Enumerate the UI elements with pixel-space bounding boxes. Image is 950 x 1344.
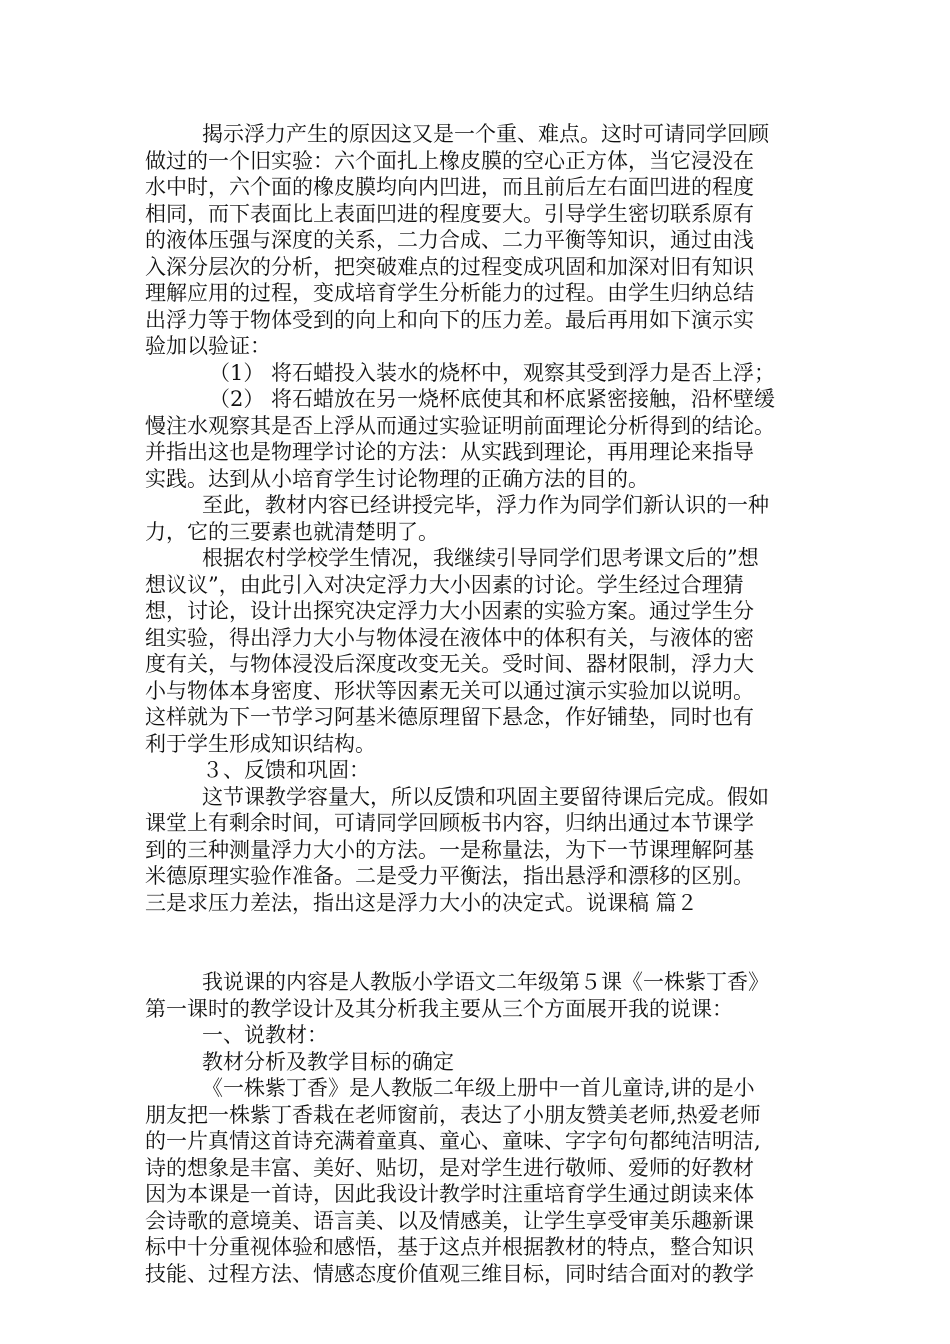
section2-line: 我说课的内容是人教版小学语文二年级第５课《一株紫丁香》 (202, 970, 769, 994)
section1-line: 度有关，与物体浸没后深度改变无关。受时间、器材限制，浮力大 (145, 652, 754, 676)
section1-line: 揭示浮力产生的原因这又是一个重、难点。这时可请同学回顾 (202, 122, 769, 146)
section1-line: 水中时，六个面的橡皮膜均向内凹进，而且前后左右面凹进的程度 (145, 175, 754, 199)
section1-line: 出浮力等于物体受到的向上和向下的压力差。最后再用如下演示实 (145, 307, 754, 332)
section1-line: 实践。达到从小培育学生讨论物理的正确方法的目的。 (145, 466, 649, 491)
section2-line: 的一片真情这首诗充满着童真、童心、童味、字字句句都纯洁明洁, (145, 1129, 761, 1153)
section1-line: （1） 将石蜡投入装水的烧杯中，观察其受到浮力是否上浮； (209, 360, 776, 385)
section1-line: 小与物体本身密度、形状等因素无关可以通过演示实验加以说明。 (145, 678, 754, 703)
section1-line: 利于学生形成知识结构。 (145, 731, 376, 756)
section2-line: 教材分析及教学目标的确定 (202, 1049, 454, 1074)
section2-line: 朋友把一株紫丁香栽在老师窗前，表达了小朋友赞美老师,热爱老师 (145, 1102, 761, 1127)
section2-line: 诗的想象是丰富、美好、贴切，是对学生进行敬师、爱师的好教材 (145, 1155, 754, 1180)
section1-line: 至此，教材内容已经讲授完毕，浮力作为同学们新认识的一种 (202, 493, 769, 517)
section2-line: 一、说教材： (202, 1023, 328, 1047)
section1-line: 验加以验证： (145, 334, 271, 358)
section-buoyancy-lesson (145, 121, 810, 916)
section1-line: 想，讨论，设计出探究决定浮力大小因素的实验方案。通过学生分 (145, 599, 754, 623)
section1-line: 这样就为下一节学习阿基米德原理留下悬念，作好铺垫，同时也有 (145, 705, 754, 729)
section1-line: 想议议”，由此引入对决定浮力大小因素的讨论。学生经过合理猜 (145, 572, 744, 597)
section2-line: 因为本课是一首诗，因此我设计教学时注重培育学生通过朗读来体 (145, 1182, 754, 1206)
section1-line: 入深分层次的分析，把突破难点的过程变成巩固和加深对旧有知识 (145, 254, 754, 279)
section1-line: 的液体压强与深度的关系，二力合成、二力平衡等知识，通过由浅 (145, 228, 754, 252)
document-body (145, 121, 810, 1287)
section1-line: 组实验，得出浮力大小与物体浸在液体中的体积有关，与液体的密 (145, 625, 754, 650)
section2-line: 标中十分重视体验和感悟，基于这点并根据教材的特点，整合知识 (145, 1235, 754, 1259)
section1-line: 米德原理实验作准备。二是受力平衡法，指出悬浮和漂移的区别。 (145, 864, 754, 888)
section1-line: 做过的一个旧实验：六个面扎上橡皮膜的空心正方体，当它浸没在 (145, 148, 754, 173)
section1-line: 理解应用的过程，变成培育学生分析能力的过程。由学生归纳总结 (145, 281, 754, 305)
section1-line: 根据农村学校学生情况，我继续引导同学们思考课文后的”想 (202, 546, 759, 570)
section1-line: ３、反馈和巩固： (202, 758, 370, 782)
section2-line: 第一课时的教学设计及其分析我主要从三个方面展开我的说课： (145, 996, 733, 1021)
section-lilac-lesson (145, 969, 810, 1287)
section2-line: 技能、过程方法、情感态度价值观三维目标，同时结合面对的教学 (145, 1261, 754, 1286)
section2-line: 《一株紫丁香》是人教版二年级上册中一首儿童诗,讲的是小 (202, 1076, 755, 1100)
section1-line: 力，它的三要素也就清楚明了。 (145, 519, 439, 544)
section1-line: 慢注水观察其是否上浮从而通过实验证明前面理论分析得到的结论。 (145, 413, 775, 438)
section1-line: 三是求压力差法，指出这是浮力大小的决定式。说课稿 篇２ (145, 890, 698, 915)
section1-line: 并指出这也是物理学讨论的方法：从实践到理论，再用理论来指导 (145, 440, 754, 464)
section1-line: 相同，而下表面比上表面凹进的程度要大。引导学生密切联系原有 (145, 201, 754, 226)
section-gap (145, 916, 810, 969)
section1-line: （2） 将石蜡放在另一烧杯底使其和杯底紧密接触，沿杯壁缓 (209, 387, 776, 411)
section2-line: 会诗歌的意境美、语言美、以及情感美，让学生享受审美乐趣新课 (145, 1208, 754, 1233)
section1-line: 到的三种测量浮力大小的方法。一是称量法，为下一节课理解阿基 (145, 837, 754, 862)
section1-line: 课堂上有剩余时间，可请同学回顾板书内容，归纳出通过本节课学 (145, 811, 754, 835)
section1-line: 这节课教学容量大，所以反馈和巩固主要留待课后完成。假如 (202, 784, 769, 809)
